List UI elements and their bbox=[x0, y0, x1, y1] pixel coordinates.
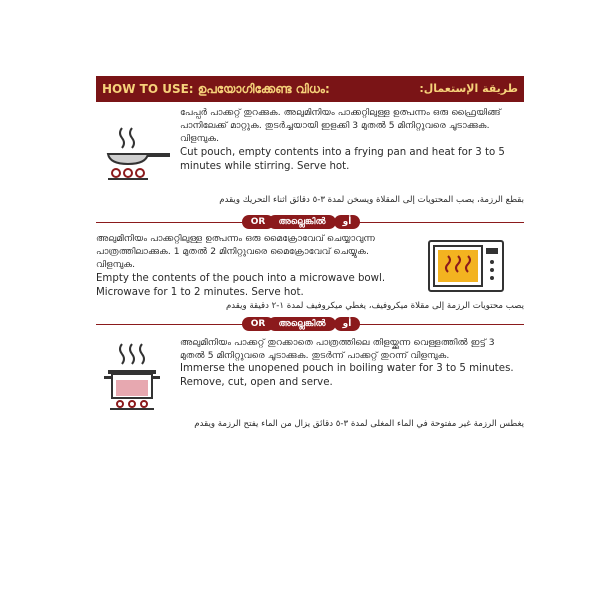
boil-instructions-english: Immerse the unopened pouch in boiling water for 3 to 5 minutes. Remove, cut, open and serve. bbox=[180, 363, 514, 389]
or-badge-malayalam: അല്ലെങ്കിൽ bbox=[268, 317, 336, 331]
boil-method-section bbox=[96, 332, 524, 436]
boiling-pot-icon bbox=[104, 342, 164, 412]
microwave-instructions-english: Empty the contents of the pouch into a microwave bowl. Microwave for 1 to 2 minutes. Serve hot. bbox=[96, 272, 386, 298]
or-divider bbox=[96, 214, 524, 230]
header-title: HOW TO USE: ഉപയോഗിക്കേണ്ട വിധം: bbox=[102, 82, 330, 96]
microwave-method-section bbox=[96, 230, 524, 316]
boil-instructions-malayalam: അലുമിനിയം പാക്കറ്റ് തുറക്കാതെ പാത്രത്തിലെ തിളയ്ക്കുന്ന വെള്ളത്തിൽ ഇട്ട് 3 മുതൽ 5 മിനിറ്റുവരെ ചൂടാക്കുക. തുടർന്ന് പാക്കറ്റ് തുറന്ന് വിളമ്പുക. bbox=[180, 337, 495, 362]
boil-instructions-arabic: يغطس الرزمة غير مفتوحة في الماء المغلى لمدة ٣-٥ دقائق يزال من الماء يفتح الرزمة ويقدم bbox=[194, 419, 524, 429]
or-badge: OR bbox=[242, 215, 274, 229]
or-divider bbox=[96, 316, 524, 332]
microwave-instructions-malayalam: അലുമിനിയം പാക്കറ്റിലുള്ള ഉത്പന്നം ഒരു മൈക്രോവേവ് ചെയ്യാവുന്ന പാത്രത്തിലാക്കുക. 1 മുതൽ 2 മിനിറ്റുവരെ മൈക്രോവേവ് ചെയ്യുക. വിളമ്പുക. bbox=[96, 233, 375, 271]
microwave-instructions-arabic: يصب محتويات الرزمة إلى مقلاة ميكروفيف، يغطي ميكروفيف لمدة ١-٢ دقيقة ويقدم bbox=[225, 301, 524, 311]
instructions-header bbox=[96, 76, 524, 102]
or-badge-arabic: أو bbox=[334, 215, 360, 229]
header-title-arabic: طريقة الإستعمال: bbox=[419, 82, 518, 95]
pan-method-section bbox=[96, 102, 524, 214]
microwave-icon bbox=[428, 240, 504, 292]
frying-pan-icon bbox=[102, 124, 172, 184]
or-badge-arabic: أو bbox=[334, 317, 360, 331]
or-badge-malayalam: അല്ലെങ്കിൽ bbox=[268, 215, 336, 229]
pan-instructions-malayalam: പേപ്പർ പാക്കറ്റ് തുറക്കുക. അലുമിനിയം പാക്കറ്റിലുള്ള ഉത്പന്നം ഒരു ഫ്രൈയിങ്ങ് പാനിലേക്ക് മാറ്റുക. തുടർച്ചയായി ഇളക്കി 3 മുതൽ 5 മിനിറ്റുവരെ ചൂടാക്കുക. വിളമ്പുക. bbox=[180, 107, 501, 145]
pan-instructions-english: Cut pouch, empty contents into a frying pan and heat for 3 to 5 minutes while stirring. Serve hot. bbox=[180, 146, 505, 172]
pan-instructions-arabic: بقطع الرزمة، يصب المحتويات إلى المقلاة ويسخن لمدة ٣-٥ دقائق اثناء التحريك ويقدم bbox=[219, 195, 524, 205]
or-badge: OR bbox=[242, 317, 274, 331]
how-to-use-card bbox=[96, 76, 524, 436]
